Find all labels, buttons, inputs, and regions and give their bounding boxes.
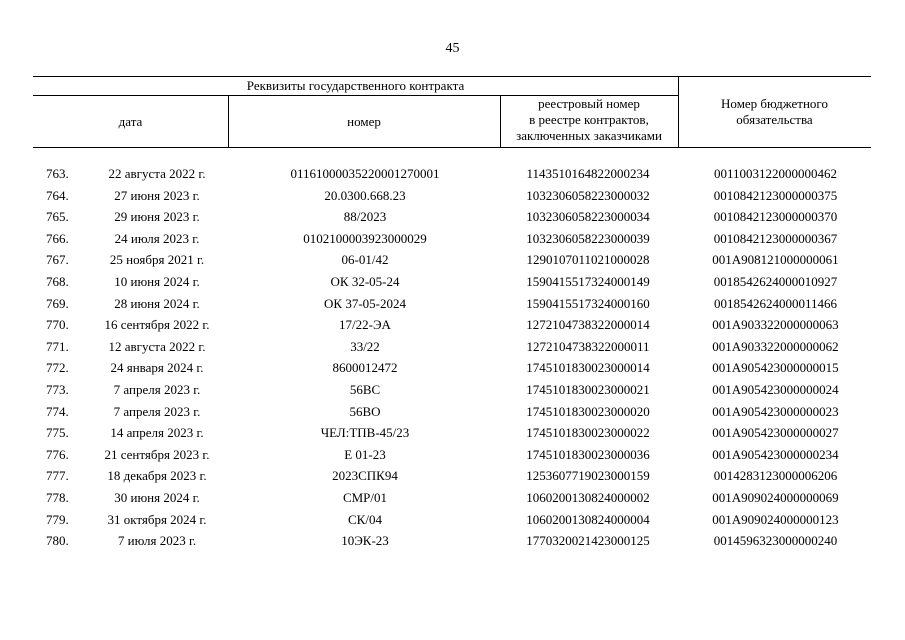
table-row bbox=[0, 444, 905, 466]
contract-number: 01161000035220001270001 bbox=[290, 166, 440, 181]
row-number: 765. bbox=[46, 209, 69, 225]
row-number: 776. bbox=[46, 446, 69, 462]
contract-number: 2023СПК94 bbox=[332, 468, 398, 484]
contract-date: 24 июля 2023 г. bbox=[114, 230, 200, 246]
contract-date: 31 октября 2024 г. bbox=[107, 511, 207, 527]
contract-number: СМР/01 bbox=[342, 489, 388, 505]
header-number: номер bbox=[347, 114, 381, 129]
header-bottom-rule bbox=[33, 147, 871, 148]
contract-date: 28 июня 2024 г. bbox=[114, 295, 200, 311]
contract-number: ОК 37-05-2024 bbox=[324, 295, 406, 311]
header-budget-line: Номер бюджетного bbox=[721, 96, 828, 111]
contract-date: 7 апреля 2023 г. bbox=[113, 403, 201, 419]
budget-obligation-number: 0011003122000000462 bbox=[713, 166, 838, 181]
budget-obligation-number: 001A909024000000069 bbox=[712, 489, 839, 505]
registry-number: 1745101830023000036 bbox=[526, 446, 650, 462]
budget-obligation-number: 001A909024000000123 bbox=[712, 511, 839, 527]
table-row bbox=[0, 487, 905, 509]
registry-number: 1032306058223000039 bbox=[526, 230, 650, 246]
row-number: 779. bbox=[46, 511, 69, 527]
contract-date: 7 июля 2023 г. bbox=[117, 533, 197, 549]
table-row bbox=[0, 314, 905, 336]
contract-number: 10ЭК-23 bbox=[341, 533, 389, 549]
table-row bbox=[0, 293, 905, 315]
budget-obligation-number: 0010842123000000375 bbox=[713, 187, 838, 203]
row-number: 771. bbox=[46, 338, 69, 354]
contract-number: 33/22 bbox=[350, 338, 380, 354]
contract-number: 17/22-ЭА bbox=[339, 317, 391, 333]
registry-number: 1745101830023000022 bbox=[526, 425, 650, 441]
registry-number: 1290107011021000028 bbox=[526, 252, 650, 268]
budget-obligation-number: 001A905423000000027 bbox=[712, 425, 839, 441]
contract-number: ЧЕЛ:ТПВ-45/23 bbox=[320, 425, 410, 441]
header-top-rule bbox=[33, 76, 871, 77]
header-budget bbox=[678, 96, 871, 128]
registry-number: 1032306058223000032 bbox=[526, 187, 650, 203]
registry-number: 1032306058223000034 bbox=[526, 209, 650, 225]
contract-number: 56ВС bbox=[349, 381, 381, 397]
table-row bbox=[0, 336, 905, 358]
contract-date: 29 июня 2023 г. bbox=[114, 209, 200, 225]
row-number: 775. bbox=[46, 425, 69, 441]
group-title: Реквизиты государственного контракта bbox=[246, 78, 465, 93]
contract-number: 06-01/42 bbox=[341, 252, 389, 268]
registry-number: 1272104738322000014 bbox=[526, 317, 650, 333]
header-registry-line: заключенных заказчиками bbox=[516, 128, 662, 143]
budget-obligation-number: 001A903322000000062 bbox=[712, 338, 839, 354]
row-number: 763. bbox=[46, 166, 69, 181]
registry-number: 1253607719023000159 bbox=[526, 468, 650, 484]
contract-date: 18 декабря 2023 г. bbox=[107, 468, 207, 484]
row-number: 769. bbox=[46, 295, 69, 311]
row-number: 770. bbox=[46, 317, 69, 333]
contract-date: 22 августа 2022 г. bbox=[108, 166, 206, 181]
contract-date: 25 ноября 2021 г. bbox=[109, 252, 205, 268]
contract-number: ОК 32-05-24 bbox=[330, 273, 400, 289]
contract-number: 20.0300.668.23 bbox=[324, 187, 406, 203]
table-body bbox=[0, 163, 905, 552]
contract-number: 88/2023 bbox=[343, 209, 387, 225]
contract-date: 10 июня 2024 г. bbox=[114, 273, 200, 289]
budget-obligation-number: 0014283123000006206 bbox=[713, 468, 838, 484]
table-row bbox=[0, 465, 905, 487]
header-date: дата bbox=[118, 114, 143, 129]
table-row bbox=[0, 228, 905, 250]
table-row bbox=[0, 185, 905, 207]
budget-obligation-number: 001A903322000000063 bbox=[712, 317, 839, 333]
budget-obligation-number: 0010842123000000367 bbox=[713, 230, 838, 246]
header-registry bbox=[500, 96, 678, 144]
table-row bbox=[0, 422, 905, 444]
contract-date: 30 июня 2024 г. bbox=[114, 489, 200, 505]
budget-obligation-number: 001A905423000000015 bbox=[712, 360, 839, 376]
budget-obligation-number: 0018542624000010927 bbox=[713, 273, 838, 289]
row-number: 768. bbox=[46, 273, 69, 289]
contract-number: 56ВО bbox=[349, 403, 381, 419]
registry-number: 1143510164822000234 bbox=[526, 166, 650, 181]
table-row bbox=[0, 530, 905, 552]
budget-obligation-number: 0014596323000000240 bbox=[713, 533, 838, 549]
contract-date: 27 июня 2023 г. bbox=[114, 187, 200, 203]
row-number: 780. bbox=[46, 533, 69, 549]
row-number: 774. bbox=[46, 403, 69, 419]
registry-number: 1745101830023000014 bbox=[526, 360, 650, 376]
row-number: 764. bbox=[46, 187, 69, 203]
registry-number: 1745101830023000020 bbox=[526, 403, 650, 419]
budget-obligation-number: 001A908121000000061 bbox=[712, 252, 839, 268]
table-row bbox=[0, 271, 905, 293]
registry-number: 1770320021423000125 bbox=[526, 533, 650, 549]
contract-date: 16 сентября 2022 г. bbox=[104, 317, 210, 333]
header-registry-line: реестровый номер bbox=[538, 96, 640, 111]
contract-number: 0102100003923000029 bbox=[303, 230, 427, 246]
budget-obligation-number: 0018542624000011466 bbox=[713, 295, 838, 311]
contract-number: 8600012472 bbox=[332, 360, 398, 376]
registry-number: 1272104738322000011 bbox=[526, 338, 650, 354]
registry-number: 1590415517324000149 bbox=[526, 273, 650, 289]
registry-number: 1060200130824000004 bbox=[526, 511, 650, 527]
budget-obligation-number: 001A905423000000023 bbox=[712, 403, 839, 419]
contract-date: 12 августа 2022 г. bbox=[108, 338, 206, 354]
contract-number: Е 01-23 bbox=[344, 446, 386, 462]
header-registry-line: в реестре контрактов, bbox=[529, 112, 649, 127]
table-row bbox=[0, 206, 905, 228]
row-number: 772. bbox=[46, 360, 69, 376]
page-number: 45 bbox=[445, 41, 460, 56]
table-row bbox=[0, 163, 905, 185]
header-budget-line: обязательства bbox=[736, 112, 813, 127]
row-number: 773. bbox=[46, 381, 69, 397]
table-row bbox=[0, 379, 905, 401]
table-row bbox=[0, 249, 905, 271]
row-number: 778. bbox=[46, 489, 69, 505]
budget-obligation-number: 001A905423000000234 bbox=[712, 446, 839, 462]
contract-date: 7 апреля 2023 г. bbox=[113, 381, 201, 397]
contract-date: 21 сентября 2023 г. bbox=[104, 446, 210, 462]
contract-number: СК/04 bbox=[348, 511, 382, 527]
row-number: 777. bbox=[46, 468, 69, 484]
table-row bbox=[0, 357, 905, 379]
contract-date: 24 января 2024 г. bbox=[110, 360, 204, 376]
registry-number: 1745101830023000021 bbox=[526, 381, 650, 397]
row-number: 767. bbox=[46, 252, 69, 268]
budget-obligation-number: 0010842123000000370 bbox=[713, 209, 838, 225]
budget-obligation-number: 001A905423000000024 bbox=[712, 381, 839, 397]
contract-date: 14 апреля 2023 г. bbox=[110, 425, 204, 441]
registry-number: 1590415517324000160 bbox=[526, 295, 650, 311]
registry-number: 1060200130824000002 bbox=[526, 489, 650, 505]
row-number: 766. bbox=[46, 230, 69, 246]
table-row bbox=[0, 509, 905, 531]
table-row bbox=[0, 401, 905, 423]
